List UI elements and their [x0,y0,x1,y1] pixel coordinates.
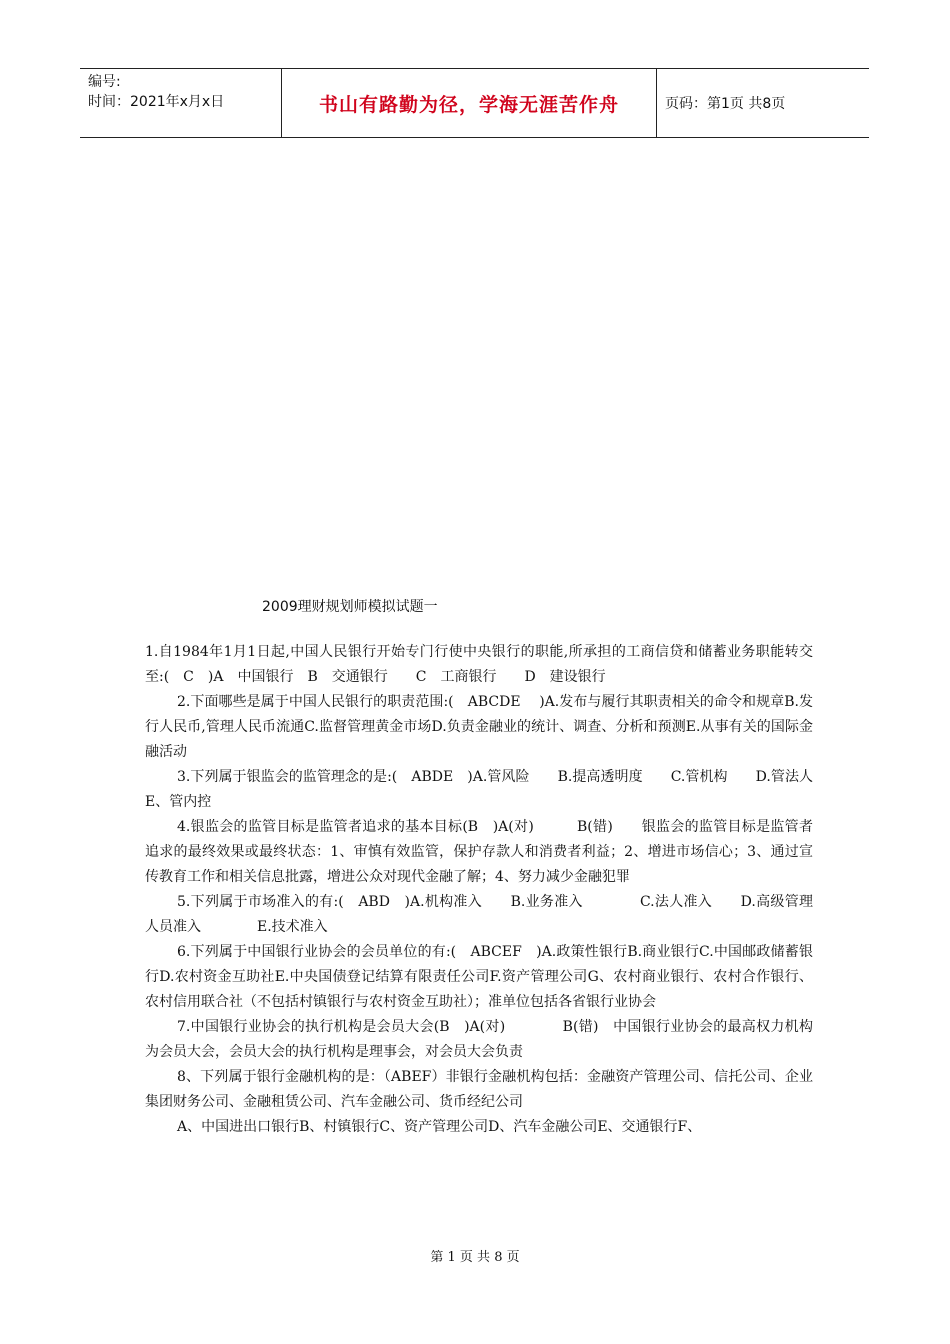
question-4: 4.银监会的监管目标是监管者追求的基本目标(B )A(对) B(错) 银监会的监管目标是监管者追求的最终效果或最终状态：1、审慎有效监管，保护存款人和消费者利益；2、增进市场信心；3、通过宣传教育工作和相关信息批露，增进公众对现代金融了解；4、努力减少金融犯罪 [145,819,813,885]
motto: 书山有路勤为径，学海无涯苦作舟 [282,69,657,137]
header-meta-cell [80,69,282,137]
question-3: 3.下列属于银监会的监管理念的是:( ABDE )A.管风险 B.提高透明度 C.管机构 D.管法人E、管内控 [145,769,813,810]
code-label: 编号: [88,74,121,90]
document-body [145,640,813,1140]
page-header [80,68,869,138]
document-title: 2009理财规划师模拟试题一 [262,599,438,615]
question-6: 6.下列属于中国银行业协会的会员单位的有:( ABCEF )A.政策性银行B.商业银行C.中国邮政储蓄银行D.农村资金互助社E.中央国债登记结算有限责任公司F.资产管理公司G、农村商业银行、农村合作银行、农村信用联合社（不包括村镇银行与农村资金互助社）；准单位包括各省银行业协会 [145,944,813,1010]
page-number-label: 页码：第1页 共8页 [665,96,786,112]
page-footer: 第 1 页 共 8 页 [430,1250,520,1265]
question-8-options: A、中国进出口银行B、村镇银行C、资产管理公司D、汽车金融公司E、交通银行F、 [177,1119,702,1135]
time-label: 时间：2021年x月x日 [88,94,225,110]
question-7: 7.中国银行业协会的执行机构是会员大会(B )A(对) B(错) 中国银行业协会的最高权力机构为会员大会，会员大会的执行机构是理事会，对会员大会负责 [145,1019,813,1060]
question-1: 1.自1984年1月1日起,中国人民银行开始专门行使中央银行的职能,所承担的工商信贷和储蓄业务职能转交至:( C )A 中国银行 B 交通银行 C 工商银行 D 建设银行 [145,644,813,685]
question-5: 5.下列属于市场准入的有:( ABD )A.机构准入 B.业务准入 C.法人准入 D.高级管理人员准入 E.技术准入 [145,894,813,935]
question-8: 8、下列属于银行金融机构的是：（ABEF）非银行金融机构包括：金融资产管理公司、信托公司、企业集团财务公司、金融租赁公司、汽车金融公司、货币经纪公司 [145,1069,813,1110]
question-2: 2.下面哪些是属于中国人民银行的职责范围:( ABCDE )A.发布与履行其职责相关的命令和规章B.发行人民币,管理人民币流通C.监督管理黄金市场D.负责金融业的统计、调查、分析和预测E.从事有关的国际金融活动 [145,694,813,760]
